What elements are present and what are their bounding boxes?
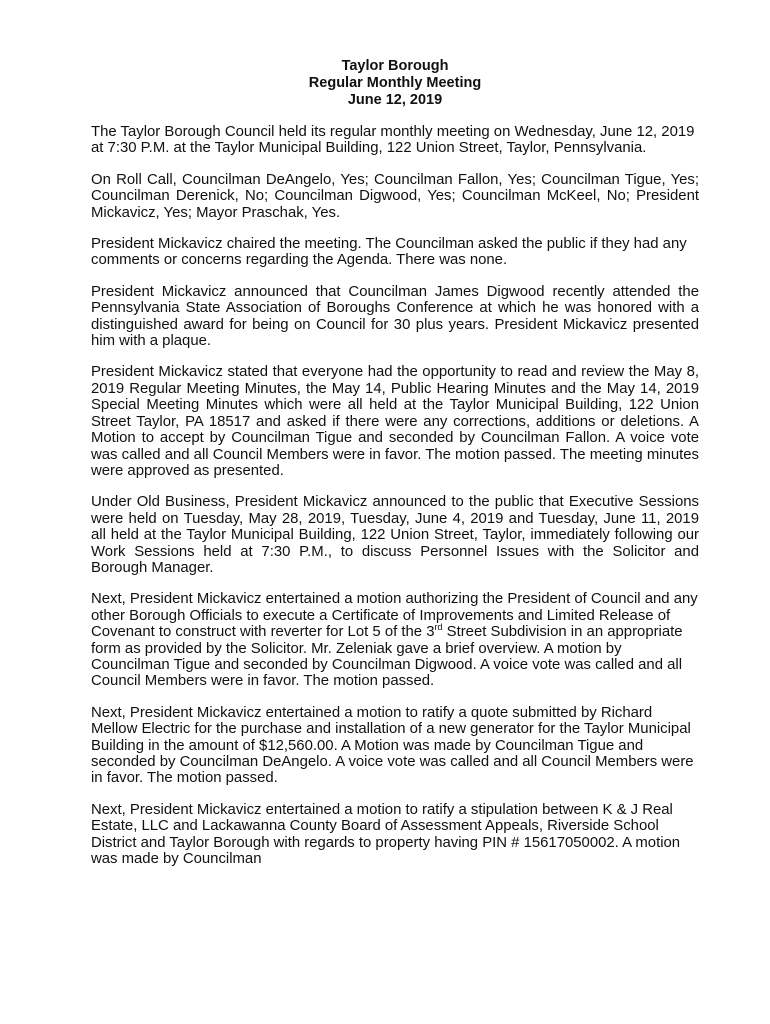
paragraph-stipulation-motion: Next, President Mickavicz entertained a motion to ratify a stipulation between K & J Real Estate, LLC and Lackawanna County Board of Assessment Appeals, Riverside School District and Taylor Borough with regards to property having PIN # 15617050002. A motion was made by Councilman [91,801,681,868]
document-title [91,58,699,109]
paragraph-certificate-text-a: Next, President Mickavicz entertained a motion authorizing the President of Council and any other Borough Officials to execute a Certificate of Improvements and Limited Release of Covenant to construct with reverter for Lot 5 of the 3 [91,591,698,641]
ordinal-suffix: rd [434,622,443,633]
paragraph-meeting-intro: The Taylor Borough Council held its regular monthly meeting on Wednesday, June 12, 2019 at 7:30 P.M. at the Taylor Municipal Building, 122 Union Street, Taylor, Pennsylvania. [91,124,695,157]
paragraph-certificate-motion [91,591,699,689]
paragraph-certificate-text-b: Street Subdivision in an appropriate form as provided by the Solicitor. Mr. Zeleniak gave a brief overview. A motion by Councilman Tigue and seconded by Councilman Digwood. A voice vote was called and all Council Members were in favor. The motion passed. [91,624,683,690]
paragraph-minutes-approval: President Mickavicz stated that everyone had the opportunity to read and review the May 8, 2019 Regular Meeting Minutes, the May 14, Public Hearing Minutes and the May 14, 2019 Special Meeting Minutes which were all held at the Taylor Municipal Building, 122 Union Street Taylor, PA 18517 and asked if there were any corrections, additions or deletions. A Motion to accept by Councilman Tigue and seconded by Councilman Fallon. A voice vote was called and all Council Members were in favor. The motion passed. The meeting minutes were approved as presented. [91,364,699,479]
document-page [91,58,699,882]
paragraph-roll-call: On Roll Call, Councilman DeAngelo, Yes; Councilman Fallon, Yes; Councilman Tigue, Yes; Councilman Derenick, No; Councilman Digwood, Yes; Councilman McKeel, No; President Mickavicz, Yes; Mayor Praschak, Yes. [91,171,699,221]
title-date: June 12, 2019 [347,92,443,108]
paragraph-generator-motion: Next, President Mickavicz entertained a motion to ratify a quote submitted by Richard Mellow Electric for the purchase and installation of a new generator for the Taylor Municipal Building in the amount of $12,560.00. A Motion was made by Councilman Tigue and seconded by Councilman DeAngelo. A voice vote was called and all Council Members were in favor. The motion passed. [91,704,694,787]
paragraph-chair: President Mickavicz chaired the meeting. The Councilman asked the public if they had any comments or concerns regarding the Agenda. There was none. [91,236,687,269]
title-borough: Taylor Borough [341,58,449,74]
title-meeting-type: Regular Monthly Meeting [308,75,482,91]
paragraph-old-business: Under Old Business, President Mickavicz announced to the public that Executive Sessions were held on Tuesday, May 28, 2019, Tuesday, June 4, 2019 and Tuesday, June 11, 2019 all held at the Taylor Municipal Building, 122 Union Street, Taylor, immediately following our Work Sessions held at 7:30 P.M., to discuss Personnel Issues with the Solicitor and Borough Manager. [91,494,699,576]
paragraph-award: President Mickavicz announced that Councilman James Digwood recently attended the Pennsylvania State Association of Boroughs Conference at which he was honored with a distinguished award for being on Council for 30 plus years. President Mickavicz presented him with a plaque. [91,283,699,350]
